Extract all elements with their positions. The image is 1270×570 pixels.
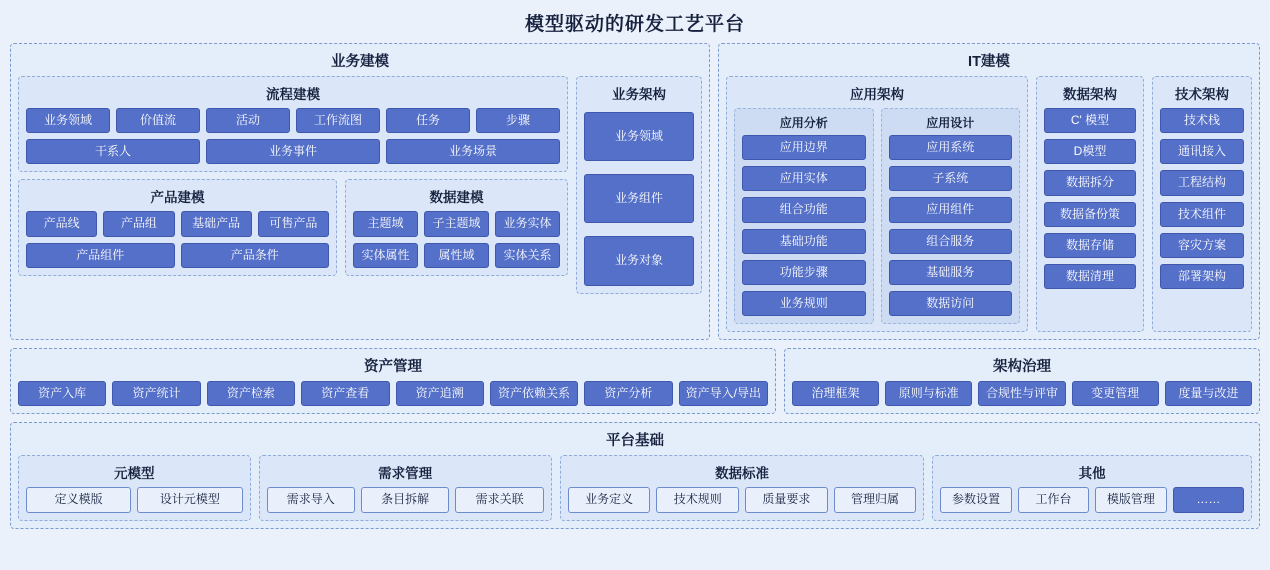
chip[interactable]: 产品线 — [26, 211, 97, 236]
meta-model-title: 元模型 — [114, 466, 155, 482]
application-analysis-title: 应用分析 — [779, 116, 828, 130]
chip[interactable]: 数据清理 — [1044, 264, 1136, 289]
page-title: 模型驱动的研发工艺平台 — [524, 14, 745, 35]
chip[interactable]: 数据备份策 — [1044, 202, 1136, 227]
chip[interactable]: 原则与标准 — [885, 381, 972, 406]
chip[interactable]: 业务对象 — [584, 236, 694, 285]
meta-model-panel — [18, 455, 251, 520]
chip[interactable]: 资产查看 — [301, 381, 389, 406]
chip[interactable]: 工作台 — [1018, 487, 1089, 512]
chip[interactable]: 实体关系 — [495, 243, 560, 268]
chip[interactable]: 步骤 — [476, 108, 560, 133]
asset-management-panel — [10, 348, 776, 414]
requirement-management-title: 需求管理 — [378, 466, 433, 482]
chip[interactable]: 条目拆解 — [361, 487, 449, 512]
chip[interactable]: 业务实体 — [495, 211, 560, 236]
chip[interactable]: 资产分析 — [584, 381, 672, 406]
chip[interactable]: 技术规则 — [656, 487, 739, 512]
chip[interactable]: 质量要求 — [745, 487, 828, 512]
business-architecture-panel — [576, 76, 702, 294]
chip[interactable]: 资产检索 — [207, 381, 295, 406]
business-modeling-panel — [10, 43, 710, 340]
chip[interactable]: 需求导入 — [267, 487, 355, 512]
chip[interactable]: 技术组件 — [1160, 202, 1244, 227]
chip[interactable]: 基础功能 — [742, 229, 866, 254]
chip[interactable]: 业务领域 — [584, 112, 694, 161]
chip[interactable]: …… — [1173, 487, 1244, 512]
chip[interactable]: 产品条件 — [181, 243, 330, 268]
chip[interactable]: 治理框架 — [792, 381, 879, 406]
application-design-panel — [881, 108, 1021, 324]
chip[interactable]: 部署架构 — [1160, 264, 1244, 289]
chip[interactable]: 干系人 — [26, 139, 200, 164]
data-standard-panel — [560, 455, 925, 520]
chip[interactable]: 资产依赖关系 — [490, 381, 578, 406]
chip[interactable]: 合规性与评审 — [978, 381, 1065, 406]
chip[interactable]: 价值流 — [116, 108, 200, 133]
chip[interactable]: 产品组 — [103, 211, 174, 236]
chip[interactable]: 技术栈 — [1160, 108, 1244, 133]
chip[interactable]: 资产导入/导出 — [679, 381, 768, 406]
chip[interactable]: 基础产品 — [181, 211, 252, 236]
chip[interactable]: 组合服务 — [889, 229, 1013, 254]
chip[interactable]: 任务 — [386, 108, 470, 133]
business-architecture-title: 业务架构 — [612, 87, 666, 102]
chip[interactable]: 设计元模型 — [137, 487, 242, 512]
chip[interactable]: 模版管理 — [1095, 487, 1166, 512]
it-modeling-title: IT建模 — [968, 54, 1010, 70]
chip[interactable]: 应用系统 — [889, 135, 1013, 160]
requirement-management-panel — [259, 455, 552, 520]
technical-architecture-panel — [1152, 76, 1252, 332]
chip[interactable]: 资产入库 — [18, 381, 106, 406]
product-modeling-panel — [18, 179, 337, 275]
chip[interactable]: 业务领域 — [26, 108, 110, 133]
chip[interactable]: 数据存储 — [1044, 233, 1136, 258]
chip[interactable]: 应用组件 — [889, 197, 1013, 222]
chip[interactable]: 资产追溯 — [396, 381, 484, 406]
chip[interactable]: 资产统计 — [112, 381, 200, 406]
chip[interactable]: 主题域 — [353, 211, 418, 236]
other-panel — [932, 455, 1252, 520]
chip[interactable]: 业务定义 — [568, 487, 651, 512]
chip[interactable]: 通讯接入 — [1160, 139, 1244, 164]
data-modeling-panel — [345, 179, 568, 275]
chip[interactable]: 属性域 — [424, 243, 489, 268]
chip[interactable]: 变更管理 — [1072, 381, 1159, 406]
application-design-title: 应用设计 — [926, 116, 975, 130]
data-modeling-title: 数据建模 — [429, 190, 484, 206]
platform-base-title: 平台基础 — [606, 433, 664, 450]
business-modeling-title: 业务建模 — [331, 54, 389, 70]
middle-area — [10, 348, 1260, 414]
chip[interactable]: 管理归属 — [834, 487, 917, 512]
chip[interactable]: 业务组件 — [584, 174, 694, 223]
platform-base-panel — [10, 422, 1260, 528]
chip[interactable]: 工作流图 — [296, 108, 380, 133]
chip[interactable]: 应用实体 — [742, 166, 866, 191]
asset-management-title: 资产管理 — [363, 359, 422, 376]
chip[interactable]: C' 模型 — [1044, 108, 1136, 133]
chip[interactable]: 产品组件 — [26, 243, 175, 268]
chip[interactable]: 度量与改进 — [1165, 381, 1252, 406]
chip[interactable]: 应用边界 — [742, 135, 866, 160]
architecture-governance-panel — [784, 348, 1260, 414]
data-standard-title: 数据标准 — [715, 466, 770, 482]
chip[interactable]: 功能步骤 — [742, 260, 866, 285]
top-area — [10, 43, 1260, 340]
application-analysis-panel — [734, 108, 874, 324]
chip[interactable]: 业务事件 — [206, 139, 380, 164]
chip[interactable]: 需求关联 — [455, 487, 543, 512]
technical-architecture-title: 技术架构 — [1175, 87, 1229, 102]
data-architecture-title: 数据架构 — [1063, 87, 1117, 102]
product-modeling-title: 产品建模 — [150, 190, 205, 206]
chip[interactable]: 可售产品 — [258, 211, 329, 236]
chip[interactable]: 容灾方案 — [1160, 233, 1244, 258]
chip[interactable]: 数据访问 — [889, 291, 1013, 316]
architecture-governance-title: 架构治理 — [992, 359, 1051, 376]
other-title: 其他 — [1078, 466, 1106, 482]
data-architecture-panel — [1036, 76, 1144, 332]
chip[interactable]: 实体属性 — [353, 243, 418, 268]
it-modeling-panel — [718, 43, 1260, 340]
process-modeling-panel — [18, 76, 568, 172]
application-architecture-panel — [726, 76, 1028, 332]
chip[interactable]: 业务场景 — [386, 139, 560, 164]
chip[interactable]: 工程结构 — [1160, 170, 1244, 195]
process-modeling-title: 流程建模 — [266, 87, 320, 102]
chip[interactable]: 子主题域 — [424, 211, 489, 236]
chip[interactable]: 活动 — [206, 108, 290, 133]
chip[interactable]: 业务规则 — [742, 291, 866, 316]
chip[interactable]: 子系统 — [889, 166, 1013, 191]
chip[interactable]: 参数设置 — [940, 487, 1011, 512]
chip[interactable]: D模型 — [1044, 139, 1136, 164]
chip[interactable]: 基础服务 — [889, 260, 1013, 285]
chip[interactable]: 定义模版 — [26, 487, 131, 512]
application-architecture-title: 应用架构 — [850, 87, 904, 102]
chip[interactable]: 数据拆分 — [1044, 170, 1136, 195]
chip[interactable]: 组合功能 — [742, 197, 866, 222]
